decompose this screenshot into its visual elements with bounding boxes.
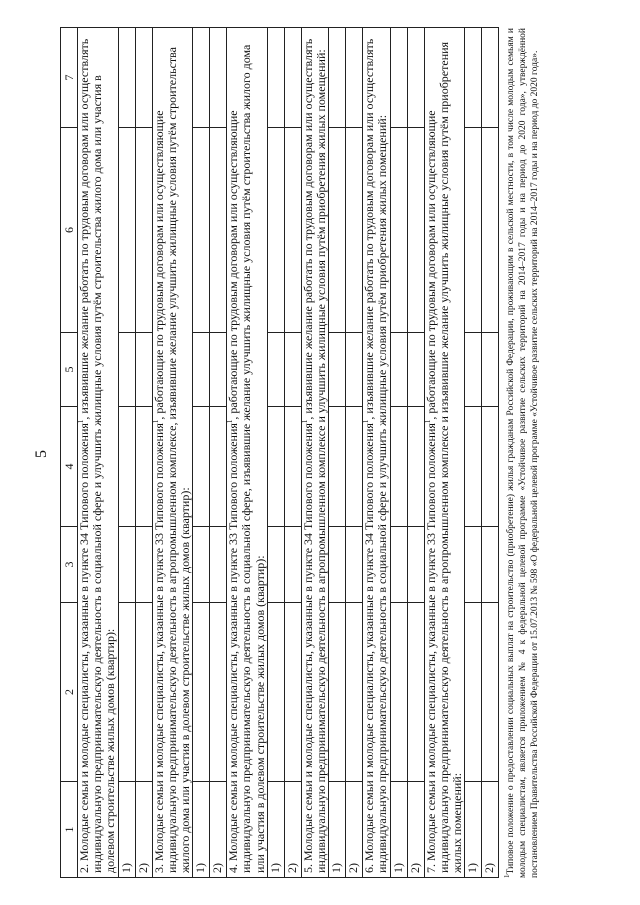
footnote-ref: 1	[423, 419, 432, 424]
section-row	[152, 28, 193, 878]
page-number: 5	[33, 450, 50, 458]
table-cell	[346, 603, 363, 782]
table-cell	[193, 128, 210, 333]
table-cell	[465, 603, 482, 782]
table-cell	[482, 28, 499, 128]
table-cell	[346, 128, 363, 333]
table-cell	[465, 407, 482, 527]
table-cell	[329, 128, 346, 333]
section-title-text: , работающие по трудовым договорам или осуществляющие индивидуальную предпринимательскую деятельность в социальной сфере, изъявившие желание улучшить жилищные условия путём строительства жилого дома или участия в долевом строительстве жилых домов (квартир):	[226, 44, 267, 873]
section-row	[424, 28, 465, 878]
table-cell	[193, 333, 210, 407]
table-row	[407, 28, 424, 878]
table-row	[210, 28, 227, 878]
table-cell	[465, 128, 482, 333]
table-cell	[390, 603, 407, 782]
table-cell	[210, 407, 227, 527]
table-cell	[482, 527, 499, 603]
table-cell	[267, 28, 284, 128]
section-title-text: , изъявившие желание работать по трудовым договорам или осуществлять индивидуальную предпринимательскую деятельность в социальной сфере и улучшить жилищные условия путём строительства жилого дома или участия в долевом строительстве жилых домов (квартир):	[77, 38, 118, 873]
section-title-text: 7. Молодые семьи и молодые специалисты, указанные в пункте 33 Типового положения	[423, 423, 438, 873]
table-cell	[118, 603, 135, 782]
row-number-cell: 2)	[284, 782, 301, 878]
column-header: 7	[61, 28, 78, 128]
section-title-text: 3. Молодые семьи и молодые специалисты, указанные в пункте 33 Типового положения	[151, 423, 166, 873]
section-title-text: , изъявившие желание работать по трудовым договорам или осуществлять индивидуальную предпринимательскую деятельность в социальной сфере и улучшить жилищные условия путём приобретения жилых помещений:	[362, 38, 390, 873]
row-number-cell: 2)	[346, 782, 363, 878]
table-cell	[267, 407, 284, 527]
table-cell	[482, 603, 499, 782]
table-cell	[193, 28, 210, 128]
table-cell	[267, 128, 284, 333]
section-row	[78, 28, 119, 878]
table-cell	[284, 333, 301, 407]
row-number-cell: 2)	[482, 782, 499, 878]
table-row	[118, 28, 135, 878]
row-number-cell: 1)	[118, 782, 135, 878]
table-cell	[193, 407, 210, 527]
table-cell	[465, 527, 482, 603]
section-title-text: 5. Молодые семьи и молодые специалисты, указанные в пункте 34 Типового положения	[300, 423, 315, 873]
table-cell	[193, 603, 210, 782]
section-title	[301, 28, 328, 878]
table-cell	[210, 527, 227, 603]
table-cell	[284, 28, 301, 128]
table-cell	[407, 603, 424, 782]
table-row	[284, 28, 301, 878]
table-cell	[284, 603, 301, 782]
table-row	[465, 28, 482, 878]
table-cell	[284, 128, 301, 333]
table-cell	[346, 527, 363, 603]
table-row	[346, 28, 363, 878]
table-cell	[267, 333, 284, 407]
table-row	[267, 28, 284, 878]
row-number-cell: 2)	[210, 782, 227, 878]
table-cell	[390, 333, 407, 407]
table-cell	[465, 333, 482, 407]
table-cell	[118, 407, 135, 527]
table-cell	[267, 527, 284, 603]
table-cell	[390, 407, 407, 527]
table-cell	[135, 407, 152, 527]
table-cell	[329, 333, 346, 407]
table-row	[135, 28, 152, 878]
section-title-text: , изъявившие желание работать по трудовым договорам или осуществлять индивидуальную предпринимательскую деятельность в агропромышленном комплексе и улучшить жилищные условия путём приобретения жилых помещений:	[300, 38, 329, 873]
table-row	[482, 28, 499, 878]
footnote-ref: 1	[77, 419, 85, 424]
table-cell	[407, 407, 424, 527]
row-number-cell: 1)	[267, 782, 284, 878]
footnote-text: Типовое положение о предоставлении социальных выплат на строительство (приобретение) жилья гражданам Российской Федерации, проживающим в сельской местности, в том числе молодым семьям и молодым специалистам, является приложением № 4 к федеральной целевой программе «Устойчивое развитие сельских территорий на 2014–2017 годы и на период до 2020 года», утверждённой постановлением Правительства Российской Федерации от 15.07.2013 № 598 «О федеральной целевой программе «Устойчивое развитие сельских территорий на 2014–2017 годы и на период до 2020 года».	[506, 28, 540, 878]
footnote-ref: 1	[300, 419, 309, 424]
column-header: 5	[61, 333, 78, 407]
section-title-text: 4. Молодые семьи и молодые специалисты, указанные в пункте 33 Типового положения	[226, 423, 241, 873]
table-cell	[390, 527, 407, 603]
section-title-text: , работающие по трудовым договорам или осуществляющие индивидуальную предпринимательскую деятельность в агропромышленном комплексе, изъявившие желание улучшить жилищные условия путём строительства жилого дома или участия в долевом строительстве жилых домов (квартир):	[151, 46, 193, 873]
column-header: 3	[61, 527, 78, 603]
footnote-ref: 1	[151, 419, 160, 424]
table-cell	[210, 128, 227, 333]
column-header: 1	[61, 782, 78, 878]
table-cell	[407, 28, 424, 128]
applicants-table	[60, 27, 499, 878]
table-cell	[329, 407, 346, 527]
table-cell	[135, 28, 152, 128]
section-title-text: 2. Молодые семьи и молодые специалисты, указанные в пункте 34 Типового положения	[77, 423, 91, 873]
table-cell	[346, 407, 363, 527]
section-title-text: 6. Молодые семьи и молодые специалисты, указанные в пункте 34 Типового положения	[362, 423, 377, 873]
table-cell	[407, 128, 424, 333]
table-cell	[346, 333, 363, 407]
footnote-ref: 1	[362, 419, 371, 424]
header-row	[61, 28, 78, 878]
table-row	[329, 28, 346, 878]
section-row	[363, 28, 390, 878]
section-row	[301, 28, 328, 878]
table-cell	[482, 128, 499, 333]
table-cell	[329, 527, 346, 603]
section-row	[227, 28, 268, 878]
column-header: 6	[61, 128, 78, 333]
table-cell	[135, 527, 152, 603]
table-cell	[482, 407, 499, 527]
footnote	[502, 28, 541, 878]
table-cell	[118, 527, 135, 603]
table-cell	[329, 28, 346, 128]
section-title	[227, 28, 268, 878]
table-cell	[482, 333, 499, 407]
table-cell	[135, 603, 152, 782]
rotated-page	[20, 18, 620, 888]
table-cell	[135, 333, 152, 407]
table-cell	[118, 333, 135, 407]
section-title-text: , работающие по трудовым договорам или осуществляющие индивидуальную предпринимательскую деятельность в агропромышленном комплексе и изъявившие желание улучшить жилищные условия путём приобретения жилых помещений:	[423, 41, 465, 873]
table-cell	[329, 603, 346, 782]
table-cell	[390, 28, 407, 128]
table-cell	[284, 407, 301, 527]
table-cell	[135, 128, 152, 333]
table-cell	[118, 128, 135, 333]
table-row	[193, 28, 210, 878]
row-number-cell: 1)	[329, 782, 346, 878]
row-number-cell: 1)	[193, 782, 210, 878]
section-title	[424, 28, 465, 878]
table-cell	[407, 527, 424, 603]
row-number-cell: 1)	[465, 782, 482, 878]
row-number-cell: 2)	[135, 782, 152, 878]
footnote-mark: 1	[502, 874, 511, 878]
table-cell	[346, 28, 363, 128]
table-cell	[465, 28, 482, 128]
section-title	[152, 28, 193, 878]
column-header: 2	[61, 603, 78, 782]
row-number-cell: 1)	[390, 782, 407, 878]
table-cell	[267, 603, 284, 782]
table-cell	[210, 333, 227, 407]
table-cell	[193, 527, 210, 603]
table-cell	[407, 333, 424, 407]
table-cell	[210, 28, 227, 128]
row-number-cell: 2)	[407, 782, 424, 878]
table-cell	[118, 28, 135, 128]
table-cell	[390, 128, 407, 333]
table-cell	[284, 527, 301, 603]
table-cell	[210, 603, 227, 782]
footnote-ref: 1	[226, 419, 235, 424]
section-title	[363, 28, 390, 878]
table-row	[390, 28, 407, 878]
section-title	[78, 28, 119, 878]
column-header: 4	[61, 407, 78, 527]
